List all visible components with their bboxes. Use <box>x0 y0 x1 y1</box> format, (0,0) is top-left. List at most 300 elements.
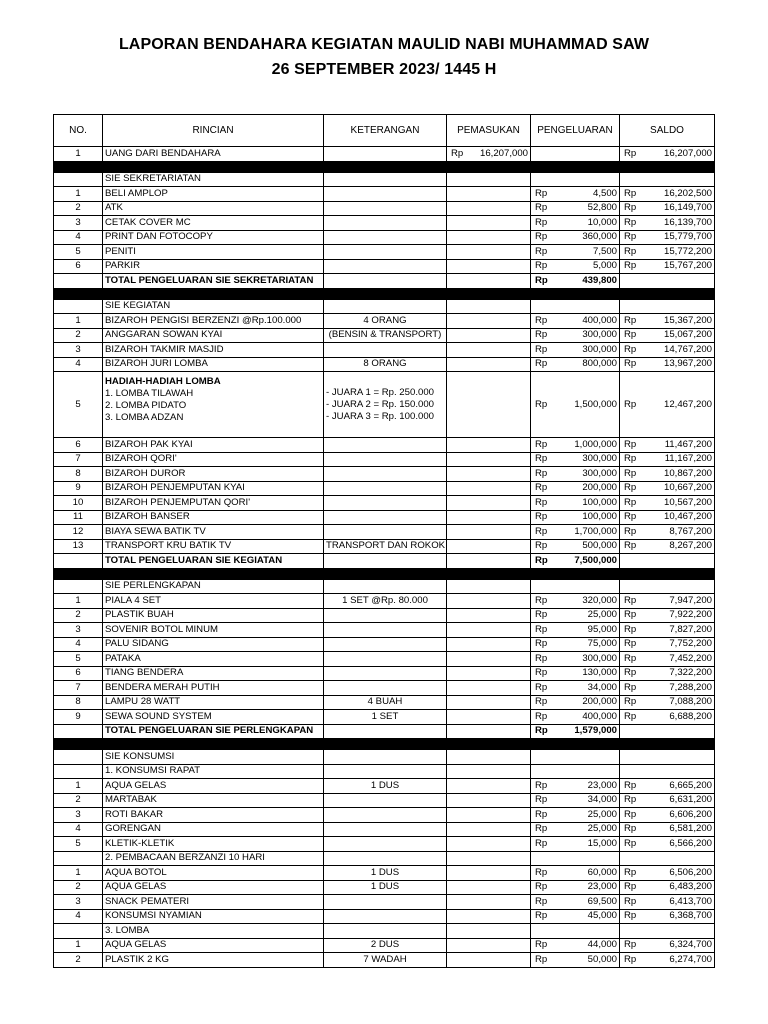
currency-label: Rp <box>451 147 464 159</box>
currency-label: Rp <box>624 358 637 370</box>
row-pengeluaran-amount: 25,000 <box>587 823 617 835</box>
currency-label: Rp <box>624 667 637 679</box>
row-pengeluaran-amount: 60,000 <box>587 866 617 878</box>
row-number: 12 <box>54 525 103 540</box>
empty-cell <box>620 274 715 289</box>
row-pemasukan <box>447 216 531 231</box>
section-divider <box>54 568 715 579</box>
currency-label: Rp <box>624 779 637 791</box>
row-saldo-amount: 15,767,200 <box>663 260 712 272</box>
empty-cell <box>324 724 447 739</box>
row-saldo-amount: 6,274,700 <box>669 953 712 965</box>
empty-cell <box>447 579 531 594</box>
row-saldo-amount: 12,467,200 <box>663 398 712 410</box>
empty-cell <box>531 764 620 779</box>
row-number: 7 <box>54 452 103 467</box>
row-number: 7 <box>54 681 103 696</box>
empty-cell <box>531 750 620 765</box>
currency-label: Rp <box>624 453 637 465</box>
row-number: 1 <box>54 866 103 881</box>
row-saldo-amount: 7,288,200 <box>669 681 712 693</box>
row-saldo <box>620 147 715 162</box>
currency-label: Rp <box>535 467 548 479</box>
row-number: 8 <box>54 695 103 710</box>
table-row <box>54 357 715 372</box>
row-saldo <box>620 822 715 837</box>
row-saldo-amount: 10,567,200 <box>663 496 712 508</box>
row-saldo <box>620 201 715 216</box>
row-pengeluaran-amount: 23,000 <box>587 779 617 791</box>
row-pengeluaran-amount: 10,000 <box>587 216 617 228</box>
row-pemasukan <box>447 779 531 794</box>
row-saldo <box>620 637 715 652</box>
row-saldo-amount: 6,368,700 <box>669 910 712 922</box>
row-saldo <box>620 539 715 554</box>
row-keterangan <box>324 681 447 696</box>
row-pemasukan <box>447 525 531 540</box>
row-pemasukan <box>447 343 531 358</box>
row-rincian: GORENGAN <box>103 822 324 837</box>
row-saldo-amount: 6,413,700 <box>669 895 712 907</box>
row-pengeluaran <box>531 594 620 609</box>
row-saldo-amount: 13,967,200 <box>663 358 712 370</box>
financial-report-table <box>53 114 715 968</box>
table-row <box>54 938 715 953</box>
row-saldo-amount: 6,631,200 <box>669 794 712 806</box>
currency-label: Rp <box>624 895 637 907</box>
table-row <box>54 895 715 910</box>
row-keterangan <box>324 481 447 496</box>
table-header-row <box>54 115 715 147</box>
row-pengeluaran <box>531 481 620 496</box>
no-cell <box>54 750 103 765</box>
table-row <box>54 438 715 453</box>
row-pemasukan <box>447 837 531 852</box>
row-keterangan <box>324 525 447 540</box>
row-saldo <box>620 880 715 895</box>
currency-label: Rp <box>624 681 637 693</box>
row-pemasukan <box>447 372 531 438</box>
row-rincian: BIZAROH PENJEMPUTAN KYAI <box>103 481 324 496</box>
row-number: 3 <box>54 623 103 638</box>
currency-label: Rp <box>624 260 637 272</box>
empty-cell <box>531 579 620 594</box>
currency-label: Rp <box>535 895 548 907</box>
row-pemasukan <box>447 793 531 808</box>
row-pemasukan <box>447 438 531 453</box>
row-pengeluaran-amount: 130,000 <box>582 667 617 679</box>
column-header-saldo: SALDO <box>620 115 715 147</box>
table-row <box>54 779 715 794</box>
row-saldo-amount: 15,367,200 <box>663 314 712 326</box>
row-pengeluaran-amount: 25,000 <box>587 808 617 820</box>
row-pemasukan <box>447 953 531 968</box>
row-pengeluaran-amount: 1,000,000 <box>574 438 617 450</box>
table-row <box>54 187 715 202</box>
row-pemasukan <box>447 866 531 881</box>
row-rincian: BIZAROH TAKMIR MASJID <box>103 343 324 358</box>
table-row <box>54 681 715 696</box>
row-saldo-amount: 7,088,200 <box>669 696 712 708</box>
row-number: 6 <box>54 259 103 274</box>
rincian-line: 3. LOMBA ADZAN <box>105 412 184 423</box>
section-total-row <box>54 554 715 569</box>
empty-cell <box>324 172 447 187</box>
currency-label: Rp <box>535 453 548 465</box>
row-pengeluaran <box>531 230 620 245</box>
row-saldo-amount: 10,867,200 <box>663 467 712 479</box>
table-row <box>54 259 715 274</box>
row-pemasukan <box>447 594 531 609</box>
row-number: 6 <box>54 438 103 453</box>
no-cell <box>54 579 103 594</box>
row-saldo <box>620 779 715 794</box>
currency-label: Rp <box>535 681 548 693</box>
currency-label: Rp <box>535 794 548 806</box>
section-total-row <box>54 724 715 739</box>
currency-label: Rp <box>535 953 548 965</box>
row-pengeluaran <box>531 637 620 652</box>
row-pengeluaran-amount: 300,000 <box>582 467 617 479</box>
row-pengeluaran-amount: 300,000 <box>582 652 617 664</box>
currency-label: Rp <box>535 910 548 922</box>
empty-cell <box>447 299 531 314</box>
row-pengeluaran <box>531 953 620 968</box>
row-saldo <box>620 216 715 231</box>
row-pengeluaran-amount: 200,000 <box>582 482 617 494</box>
row-saldo-amount: 6,324,700 <box>669 939 712 951</box>
row-saldo <box>620 695 715 710</box>
empty-cell <box>531 172 620 187</box>
currency-label: Rp <box>535 638 548 650</box>
row-saldo-amount: 8,767,200 <box>669 525 712 537</box>
total-label: TOTAL PENGELUARAN SIE PERLENGKAPAN <box>103 724 324 739</box>
section-header-row <box>54 299 715 314</box>
row-saldo <box>620 895 715 910</box>
row-saldo <box>620 372 715 438</box>
row-pengeluaran <box>531 539 620 554</box>
row-number: 3 <box>54 895 103 910</box>
row-keterangan: 1 SET @Rp. 80.000 <box>324 594 447 609</box>
row-number: 1 <box>54 594 103 609</box>
currency-label: Rp <box>535 260 548 272</box>
row-keterangan: 4 BUAH <box>324 695 447 710</box>
no-cell <box>54 924 103 939</box>
row-pengeluaran-amount: 100,000 <box>582 511 617 523</box>
table-row <box>54 808 715 823</box>
currency-label: Rp <box>624 314 637 326</box>
empty-cell <box>324 554 447 569</box>
row-saldo-amount: 6,483,200 <box>669 881 712 893</box>
row-keterangan: 1 SET <box>324 710 447 725</box>
total-label: TOTAL PENGELUARAN SIE SEKRETARIATAN <box>103 274 324 289</box>
report-title: LAPORAN BENDAHARA KEGIATAN MAULID NABI MUHAMMAD SAW <box>118 36 650 53</box>
total-pengeluaran-amount: 7,500,000 <box>574 554 617 566</box>
row-pemasukan <box>447 187 531 202</box>
row-pengeluaran <box>531 343 620 358</box>
currency-label: Rp <box>624 837 637 849</box>
row-pengeluaran <box>531 623 620 638</box>
row-pemasukan <box>447 510 531 525</box>
row-rincian: KLETIK-KLETIK <box>103 837 324 852</box>
rincian-heading: HADIAH-HADIAH LOMBA <box>105 376 221 387</box>
row-rincian: BIZAROH DUROR <box>103 467 324 482</box>
row-pengeluaran-amount: 50,000 <box>587 953 617 965</box>
row-rincian: PENITI <box>103 245 324 260</box>
row-rincian: BIZAROH PENGISI BERZENZI @Rp.100.000 <box>103 314 324 329</box>
row-pengeluaran-amount: 400,000 <box>582 314 617 326</box>
table-row <box>54 481 715 496</box>
row-number: 10 <box>54 496 103 511</box>
table-row <box>54 623 715 638</box>
row-keterangan <box>324 608 447 623</box>
keterangan-line: - JUARA 2 = Rp. 150.000 <box>326 398 434 410</box>
section-divider <box>54 288 715 299</box>
row-keterangan: 4 ORANG <box>324 314 447 329</box>
row-rincian: BIAYA SEWA BATIK TV <box>103 525 324 540</box>
row-pengeluaran-amount: 15,000 <box>587 837 617 849</box>
row-pengeluaran <box>531 328 620 343</box>
row-rincian: BELI AMPLOP <box>103 187 324 202</box>
table-row <box>54 314 715 329</box>
row-pemasukan <box>447 608 531 623</box>
table-row <box>54 837 715 852</box>
row-keterangan <box>324 147 447 162</box>
row-pengeluaran <box>531 666 620 681</box>
row-number: 5 <box>54 245 103 260</box>
currency-label: Rp <box>535 496 548 508</box>
row-pemasukan <box>447 147 531 162</box>
row-pemasukan <box>447 637 531 652</box>
row-keterangan <box>324 372 447 438</box>
row-pemasukan <box>447 452 531 467</box>
total-pengeluaran <box>531 554 620 569</box>
currency-label: Rp <box>624 329 637 341</box>
no-cell <box>54 724 103 739</box>
row-rincian: BIZAROH PENJEMPUTAN QORI' <box>103 496 324 511</box>
row-pemasukan <box>447 895 531 910</box>
row-pemasukan <box>447 539 531 554</box>
row-saldo-amount: 10,467,200 <box>663 511 712 523</box>
row-number: 9 <box>54 481 103 496</box>
table-row <box>54 496 715 511</box>
currency-label: Rp <box>535 554 548 566</box>
table-row <box>54 525 715 540</box>
empty-cell <box>620 764 715 779</box>
row-keterangan <box>324 666 447 681</box>
row-pengeluaran-amount: 320,000 <box>582 594 617 606</box>
currency-label: Rp <box>535 187 548 199</box>
row-keterangan <box>324 216 447 231</box>
row-rincian: MARTABAK <box>103 793 324 808</box>
row-keterangan <box>324 201 447 216</box>
row-number: 2 <box>54 201 103 216</box>
empty-cell <box>324 851 447 866</box>
table-row <box>54 147 715 162</box>
row-pemasukan <box>447 652 531 667</box>
row-rincian: CETAK COVER MC <box>103 216 324 231</box>
row-pengeluaran <box>531 496 620 511</box>
row-rincian: AQUA GELAS <box>103 938 324 953</box>
row-pengeluaran <box>531 895 620 910</box>
row-pengeluaran <box>531 793 620 808</box>
currency-label: Rp <box>624 147 637 159</box>
column-header-rincian: RINCIAN <box>103 115 324 147</box>
currency-label: Rp <box>535 245 548 257</box>
section-header-row <box>54 851 715 866</box>
row-keterangan: 8 ORANG <box>324 357 447 372</box>
row-saldo <box>620 467 715 482</box>
currency-label: Rp <box>535 710 548 722</box>
row-pengeluaran-amount: 100,000 <box>582 496 617 508</box>
keterangan-line: - JUARA 1 = Rp. 250.000 <box>326 386 434 398</box>
row-rincian: BIZAROH PAK KYAI <box>103 438 324 453</box>
currency-label: Rp <box>624 202 637 214</box>
currency-label: Rp <box>535 329 548 341</box>
row-rincian: SNACK PEMATERI <box>103 895 324 910</box>
row-pengeluaran <box>531 525 620 540</box>
currency-label: Rp <box>535 837 548 849</box>
column-header-pengeluaran: PENGELUARAN <box>531 115 620 147</box>
column-header-keterangan: KETERANGAN <box>324 115 447 147</box>
row-saldo-amount: 16,207,000 <box>663 147 712 159</box>
currency-label: Rp <box>535 609 548 621</box>
row-pengeluaran-amount: 95,000 <box>587 623 617 635</box>
row-rincian: ROTI BAKAR <box>103 808 324 823</box>
table-row <box>54 216 715 231</box>
currency-label: Rp <box>624 540 637 552</box>
section-total-row <box>54 274 715 289</box>
currency-label: Rp <box>624 187 637 199</box>
table-row <box>54 880 715 895</box>
empty-cell <box>324 764 447 779</box>
no-cell <box>54 172 103 187</box>
section-title: SIE PERLENGKAPAN <box>103 579 324 594</box>
table-row <box>54 510 715 525</box>
currency-label: Rp <box>624 823 637 835</box>
row-number: 3 <box>54 216 103 231</box>
currency-label: Rp <box>624 953 637 965</box>
row-pemasukan <box>447 314 531 329</box>
currency-label: Rp <box>624 594 637 606</box>
currency-label: Rp <box>624 866 637 878</box>
row-number: 6 <box>54 666 103 681</box>
row-keterangan: 2 DUS <box>324 938 447 953</box>
row-saldo-amount: 15,779,700 <box>663 231 712 243</box>
row-saldo <box>620 438 715 453</box>
row-keterangan <box>324 822 447 837</box>
row-keterangan <box>324 438 447 453</box>
currency-label: Rp <box>624 231 637 243</box>
row-saldo-amount: 15,067,200 <box>663 329 712 341</box>
row-keterangan: 1 DUS <box>324 880 447 895</box>
section-divider <box>54 739 715 750</box>
table-row <box>54 467 715 482</box>
currency-label: Rp <box>624 808 637 820</box>
row-saldo-amount: 11,167,200 <box>664 453 712 465</box>
currency-label: Rp <box>535 525 548 537</box>
total-label: TOTAL PENGELUARAN SIE KEGIATAN <box>103 554 324 569</box>
rincian-line: 1. LOMBA TILAWAH <box>105 388 194 399</box>
table-row <box>54 201 715 216</box>
row-keterangan: (BENSIN & TRANSPORT) <box>324 328 447 343</box>
row-saldo <box>620 245 715 260</box>
row-pengeluaran <box>531 187 620 202</box>
row-pemasukan <box>447 681 531 696</box>
row-keterangan <box>324 637 447 652</box>
row-pengeluaran-amount: 1,500,000 <box>574 398 617 410</box>
row-pengeluaran-amount: 4,500 <box>592 187 617 199</box>
row-pengeluaran <box>531 372 620 438</box>
row-number: 5 <box>54 372 103 438</box>
row-saldo <box>620 594 715 609</box>
currency-label: Rp <box>624 496 637 508</box>
total-pengeluaran <box>531 724 620 739</box>
row-pengeluaran <box>531 201 620 216</box>
row-number: 5 <box>54 837 103 852</box>
no-cell <box>54 274 103 289</box>
no-cell <box>54 851 103 866</box>
section-title: 2. PEMBACAAN BERZANZI 10 HARI <box>103 851 324 866</box>
row-pemasukan-amount: 16,207,000 <box>479 147 528 159</box>
row-saldo-amount: 7,452,200 <box>669 652 712 664</box>
row-saldo-amount: 15,772,200 <box>663 245 712 257</box>
row-pengeluaran <box>531 147 620 162</box>
row-saldo-amount: 6,506,200 <box>669 866 712 878</box>
row-saldo <box>620 909 715 924</box>
row-saldo-amount: 7,827,200 <box>669 623 712 635</box>
no-cell <box>54 764 103 779</box>
table-row <box>54 637 715 652</box>
row-rincian: TRANSPORT KRU BATIK TV <box>103 539 324 554</box>
row-keterangan <box>324 245 447 260</box>
currency-label: Rp <box>535 866 548 878</box>
row-pengeluaran <box>531 216 620 231</box>
empty-cell <box>324 924 447 939</box>
currency-label: Rp <box>624 623 637 635</box>
row-keterangan <box>324 230 447 245</box>
rincian-line: 2. LOMBA PIDATO <box>105 400 187 411</box>
divider-cell <box>54 288 715 299</box>
row-keterangan: 1 DUS <box>324 866 447 881</box>
row-rincian: PATAKA <box>103 652 324 667</box>
empty-cell <box>531 299 620 314</box>
row-saldo <box>620 510 715 525</box>
total-pengeluaran-amount: 1,579,000 <box>574 725 617 737</box>
table-row <box>54 953 715 968</box>
table-row <box>54 695 715 710</box>
row-pemasukan <box>447 481 531 496</box>
currency-label: Rp <box>535 343 548 355</box>
row-saldo-amount: 6,606,200 <box>669 808 712 820</box>
row-rincian: PIALA 4 SET <box>103 594 324 609</box>
row-pengeluaran <box>531 880 620 895</box>
row-saldo <box>620 938 715 953</box>
row-saldo-amount: 8,267,200 <box>669 540 712 552</box>
row-pemasukan <box>447 710 531 725</box>
row-saldo-amount: 11,467,200 <box>664 438 712 450</box>
row-rincian: KONSUMSI NYAMIAN <box>103 909 324 924</box>
currency-label: Rp <box>624 525 637 537</box>
row-rincian: PLASTIK 2 KG <box>103 953 324 968</box>
row-rincian: SEWA SOUND SYSTEM <box>103 710 324 725</box>
row-keterangan <box>324 467 447 482</box>
currency-label: Rp <box>535 231 548 243</box>
column-header-pemasukan: PEMASUKAN <box>447 115 531 147</box>
table-row <box>54 230 715 245</box>
currency-label: Rp <box>535 216 548 228</box>
table-row <box>54 608 715 623</box>
